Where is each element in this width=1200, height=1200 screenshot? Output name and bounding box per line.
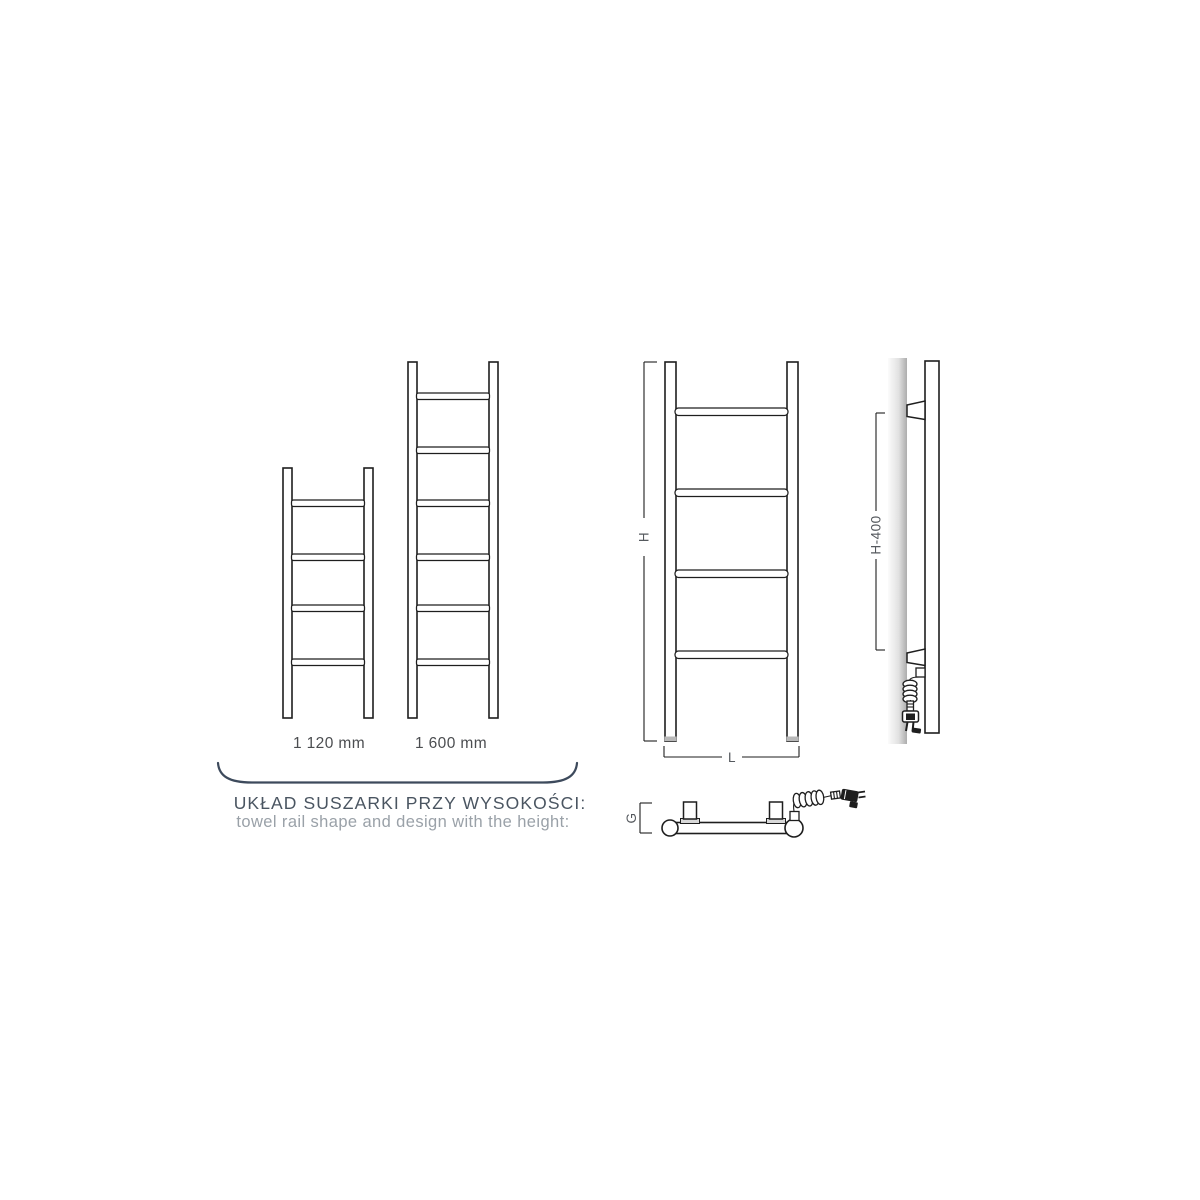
power-plug-icon [903,711,922,734]
dimension-h400 [869,413,886,650]
plan-collector-bar [672,823,790,834]
plan-bracket-left [684,802,697,819]
towel-rail-front-1600 [408,362,498,718]
dimension-g [624,803,652,833]
strain-relief [831,791,841,799]
dim-label-h400: H-400 [868,515,884,555]
plan-tube-right [785,819,803,837]
plan-view [624,789,866,837]
cable-gland [790,812,799,821]
wall-bracket-bottom [907,649,925,666]
heading-english: towel rail shape and design with the height: [236,813,570,831]
post-end-cap [665,737,677,742]
plan-bracket-right [770,802,783,819]
rungs-1120 [292,500,365,666]
side-view [869,358,940,744]
brace-curve [218,763,577,783]
dim-label-g: G [624,812,639,824]
towel-rail-front-dimensioned [665,362,799,741]
rungs-1600 [417,393,490,666]
label-height-1600: 1 600 mm [414,735,488,752]
power-plug-icon [839,789,860,809]
heading-polish: UKŁAD SUSZARKI PRZY WYSOKOŚCI: [233,793,587,813]
wall-bracket-top [907,401,925,420]
cable-gland [916,668,925,677]
dimension-l [664,746,799,765]
label-height-1120: 1 120 mm [292,735,366,752]
plan-tube-left [662,820,678,836]
dimension-h [637,362,658,741]
strain-relief [907,701,914,711]
power-cable-plan [790,789,866,821]
towel-rail-front-1120 [283,468,373,718]
post-end-cap [787,737,799,742]
dim-label-h: H [636,531,652,543]
radiator-profile [925,361,939,733]
rungs-dimensioned [675,408,788,659]
dim-label-l: L [727,750,737,765]
